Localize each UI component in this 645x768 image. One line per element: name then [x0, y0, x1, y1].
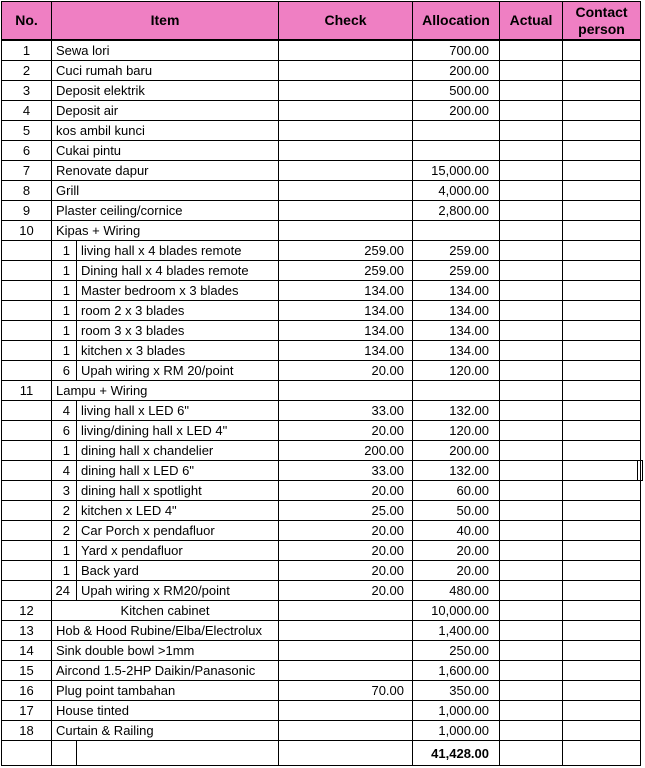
cell-contact-person[interactable] — [563, 561, 641, 581]
cell-actual[interactable] — [500, 201, 563, 221]
table-header — [2, 2, 641, 41]
cell-contact-person[interactable] — [563, 581, 641, 601]
cell-check[interactable]: 259.00 — [279, 261, 413, 281]
cell-check[interactable]: 20.00 — [279, 421, 413, 441]
cell-contact-person[interactable] — [563, 721, 641, 741]
cell-item[interactable]: Cuci rumah baru — [52, 61, 279, 81]
cell-item[interactable]: living hall x LED 6" — [77, 401, 279, 421]
cell-contact-person[interactable] — [563, 461, 641, 481]
cell-qty[interactable] — [52, 741, 77, 766]
sub-item-row — [2, 561, 641, 581]
cell-contact-person[interactable] — [563, 521, 641, 541]
cell-actual[interactable] — [500, 261, 563, 281]
item-row — [2, 40, 641, 61]
cell-check[interactable] — [279, 161, 413, 181]
cell-item[interactable]: Kipas + Wiring — [52, 221, 279, 241]
cell-no[interactable] — [2, 321, 52, 341]
cell-item[interactable]: Car Porch x pendafluor — [77, 521, 279, 541]
cell-contact-person[interactable] — [563, 401, 641, 421]
cell-contact-person[interactable] — [563, 701, 641, 721]
item-row — [2, 721, 641, 741]
cell-item[interactable]: living/dining hall x LED 4" — [77, 421, 279, 441]
cell-check[interactable]: 20.00 — [279, 521, 413, 541]
cell-contact-person[interactable] — [563, 301, 641, 321]
cell-qty[interactable]: 1 — [52, 541, 77, 561]
cell-actual[interactable] — [500, 221, 563, 241]
item-row — [2, 661, 641, 681]
cell-no[interactable] — [2, 401, 52, 421]
cell-actual[interactable] — [500, 561, 563, 581]
cell-contact-person[interactable] — [563, 741, 641, 766]
sub-item-row — [2, 321, 641, 341]
cell-no[interactable] — [2, 241, 52, 261]
cell-no[interactable]: 12 — [2, 601, 52, 621]
cell-item[interactable]: Sink double bowl >1mm — [52, 641, 279, 661]
sub-item-row — [2, 421, 641, 441]
cell-item[interactable]: room 3 x 3 blades — [77, 321, 279, 341]
cell-allocation[interactable]: 41,428.00 — [413, 741, 500, 766]
cell-contact-person[interactable] — [563, 481, 641, 501]
cell-check[interactable] — [279, 181, 413, 201]
cell-check[interactable] — [279, 201, 413, 221]
cell-item[interactable]: Renovate dapur — [52, 161, 279, 181]
cell-allocation[interactable]: 15,000.00 — [413, 161, 500, 181]
cell-item[interactable]: Cukai pintu — [52, 141, 279, 161]
cell-actual[interactable] — [500, 61, 563, 81]
cell-allocation[interactable]: 480.00 — [413, 581, 500, 601]
cell-actual[interactable] — [500, 641, 563, 661]
cell-contact-person[interactable] — [563, 201, 641, 221]
cell-check[interactable] — [279, 141, 413, 161]
cell-no[interactable] — [2, 361, 52, 381]
cell-actual[interactable] — [500, 341, 563, 361]
cell-actual[interactable] — [500, 661, 563, 681]
cell-check[interactable]: 33.00 — [279, 401, 413, 421]
cell-item[interactable]: Upah wiring x RM 20/point — [77, 361, 279, 381]
header-row — [2, 2, 641, 41]
cell-allocation[interactable]: 10,000.00 — [413, 601, 500, 621]
cell-qty[interactable]: 1 — [52, 441, 77, 461]
cell-check[interactable]: 134.00 — [279, 321, 413, 341]
cell-actual[interactable] — [500, 181, 563, 201]
cell-item[interactable]: Dining hall x 4 blades remote — [77, 261, 279, 281]
cell-no[interactable]: 14 — [2, 641, 52, 661]
cell-contact-person[interactable] — [563, 181, 641, 201]
cell-check[interactable] — [279, 381, 413, 401]
cell-actual[interactable] — [500, 401, 563, 421]
cell-actual[interactable] — [500, 721, 563, 741]
cell-no[interactable] — [2, 481, 52, 501]
cell-no[interactable]: 3 — [2, 81, 52, 101]
cell-allocation[interactable]: 20.00 — [413, 561, 500, 581]
sub-item-row — [2, 361, 641, 381]
cell-no[interactable]: 17 — [2, 701, 52, 721]
cell-no[interactable] — [2, 421, 52, 441]
cell-check[interactable]: 259.00 — [279, 241, 413, 261]
item-row — [2, 601, 641, 621]
cell-allocation[interactable]: 1,400.00 — [413, 621, 500, 641]
cell-check[interactable]: 20.00 — [279, 361, 413, 381]
cell-check[interactable] — [279, 101, 413, 121]
cell-actual[interactable] — [500, 241, 563, 261]
cell-check[interactable] — [279, 701, 413, 721]
budget-table-body — [2, 40, 641, 766]
cell-actual[interactable] — [500, 481, 563, 501]
cell-check[interactable]: 134.00 — [279, 281, 413, 301]
cell-allocation[interactable] — [413, 121, 500, 141]
sub-item-row — [2, 521, 641, 541]
cell-no[interactable] — [2, 581, 52, 601]
cell-contact-person[interactable] — [563, 121, 641, 141]
item-row — [2, 121, 641, 141]
cell-item[interactable]: kitchen x LED 4" — [77, 501, 279, 521]
item-row — [2, 141, 641, 161]
cell-contact-person[interactable] — [563, 221, 641, 241]
cell-allocation[interactable]: 1,000.00 — [413, 701, 500, 721]
cell-no[interactable]: 6 — [2, 141, 52, 161]
sub-item-row — [2, 481, 641, 501]
cell-qty[interactable]: 3 — [52, 481, 77, 501]
cell-contact-person[interactable] — [563, 421, 641, 441]
cell-contact-person[interactable] — [563, 101, 641, 121]
cell-allocation[interactable]: 40.00 — [413, 521, 500, 541]
cell-actual[interactable] — [500, 701, 563, 721]
cell-item[interactable]: Deposit air — [52, 101, 279, 121]
cell-allocation[interactable]: 500.00 — [413, 81, 500, 101]
cell-allocation[interactable]: 20.00 — [413, 541, 500, 561]
cell-allocation[interactable]: 134.00 — [413, 341, 500, 361]
cell-no[interactable] — [2, 561, 52, 581]
sub-item-row — [2, 501, 641, 521]
cell-check[interactable]: 20.00 — [279, 481, 413, 501]
cell-no[interactable]: 13 — [2, 621, 52, 641]
cell-qty[interactable]: 1 — [52, 241, 77, 261]
cell-contact-person[interactable] — [563, 281, 641, 301]
item-row — [2, 681, 641, 701]
cell-item[interactable] — [77, 741, 279, 766]
sub-item-row — [2, 401, 641, 421]
cell-check[interactable] — [279, 641, 413, 661]
cell-item[interactable]: Hob & Hood Rubine/Elba/Electrolux — [52, 621, 279, 641]
cell-contact-person[interactable] — [563, 601, 641, 621]
cell-allocation[interactable]: 250.00 — [413, 641, 500, 661]
cell-qty[interactable]: 24 — [52, 581, 77, 601]
item-row — [2, 101, 641, 121]
cell-check[interactable] — [279, 721, 413, 741]
cell-qty[interactable]: 1 — [52, 301, 77, 321]
cell-no[interactable] — [2, 341, 52, 361]
cell-qty[interactable]: 6 — [52, 361, 77, 381]
cell-check[interactable] — [279, 81, 413, 101]
cell-check[interactable]: 134.00 — [279, 341, 413, 361]
cell-no[interactable]: 1 — [2, 40, 52, 61]
cell-item[interactable]: Master bedroom x 3 blades — [77, 281, 279, 301]
cell-no[interactable]: 4 — [2, 101, 52, 121]
cell-check[interactable] — [279, 601, 413, 621]
cell-qty[interactable]: 2 — [52, 521, 77, 541]
cell-item[interactable]: Yard x pendafluor — [77, 541, 279, 561]
cell-item[interactable]: kos ambil kunci — [52, 121, 279, 141]
cell-no[interactable]: 9 — [2, 201, 52, 221]
cell-allocation[interactable]: 200.00 — [413, 101, 500, 121]
active-cell-border — [637, 460, 643, 481]
cell-allocation[interactable] — [413, 221, 500, 241]
cell-no[interactable] — [2, 741, 52, 766]
cell-actual[interactable] — [500, 361, 563, 381]
cell-check[interactable] — [279, 61, 413, 81]
cell-no[interactable]: 5 — [2, 121, 52, 141]
cell-qty[interactable]: 1 — [52, 341, 77, 361]
cell-item[interactable]: Upah wiring x RM20/point — [77, 581, 279, 601]
sub-item-row — [2, 261, 641, 281]
cell-contact-person[interactable] — [563, 241, 641, 261]
cell-no[interactable]: 18 — [2, 721, 52, 741]
cell-allocation[interactable]: 120.00 — [413, 421, 500, 441]
item-row — [2, 701, 641, 721]
cell-item[interactable]: Grill — [52, 181, 279, 201]
sub-item-row — [2, 281, 641, 301]
cell-allocation[interactable]: 4,000.00 — [413, 181, 500, 201]
item-row — [2, 641, 641, 661]
cell-no[interactable] — [2, 301, 52, 321]
cell-item[interactable]: room 2 x 3 blades — [77, 301, 279, 321]
cell-contact-person[interactable] — [563, 381, 641, 401]
cell-check[interactable] — [279, 40, 413, 61]
cell-qty[interactable]: 1 — [52, 261, 77, 281]
cell-item[interactable]: Back yard — [77, 561, 279, 581]
cell-check[interactable]: 25.00 — [279, 501, 413, 521]
cell-check[interactable]: 20.00 — [279, 541, 413, 561]
cell-item[interactable]: Curtain & Railing — [52, 721, 279, 741]
header-cell-item[interactable]: Item — [52, 2, 279, 41]
cell-contact-person[interactable] — [563, 61, 641, 81]
cell-check[interactable]: 20.00 — [279, 581, 413, 601]
cell-contact-person[interactable] — [563, 161, 641, 181]
cell-contact-person[interactable] — [563, 441, 641, 461]
cell-actual[interactable] — [500, 461, 563, 481]
cell-qty[interactable]: 2 — [52, 501, 77, 521]
header-cell-actual[interactable]: Actual — [500, 2, 563, 41]
cell-check[interactable]: 200.00 — [279, 441, 413, 461]
cell-no[interactable]: 10 — [2, 221, 52, 241]
cell-contact-person[interactable] — [563, 261, 641, 281]
cell-contact-person[interactable] — [563, 81, 641, 101]
cell-item[interactable]: living hall x 4 blades remote — [77, 241, 279, 261]
cell-check[interactable] — [279, 621, 413, 641]
cell-allocation[interactable]: 134.00 — [413, 321, 500, 341]
cell-no[interactable]: 2 — [2, 61, 52, 81]
cell-actual[interactable] — [500, 141, 563, 161]
cell-contact-person[interactable] — [563, 621, 641, 641]
cell-actual[interactable] — [500, 281, 563, 301]
cell-actual[interactable] — [500, 321, 563, 341]
cell-item[interactable]: dining hall x chandelier — [77, 441, 279, 461]
cell-no[interactable] — [2, 541, 52, 561]
cell-item[interactable]: House tinted — [52, 701, 279, 721]
cell-allocation[interactable]: 134.00 — [413, 281, 500, 301]
header-cell-contact-person[interactable]: Contact person — [563, 2, 641, 41]
cell-qty[interactable]: 4 — [52, 461, 77, 481]
cell-actual[interactable] — [500, 621, 563, 641]
cell-qty[interactable]: 4 — [52, 401, 77, 421]
cell-allocation[interactable]: 50.00 — [413, 501, 500, 521]
cell-allocation[interactable]: 120.00 — [413, 361, 500, 381]
header-cell-check[interactable]: Check — [279, 2, 413, 41]
cell-check[interactable] — [279, 221, 413, 241]
cell-item[interactable]: dining hall x LED 6" — [77, 461, 279, 481]
sub-item-row — [2, 341, 641, 361]
cell-actual[interactable] — [500, 40, 563, 61]
cell-qty[interactable]: 6 — [52, 421, 77, 441]
cell-no[interactable] — [2, 261, 52, 281]
cell-item[interactable]: Plug point tambahan — [52, 681, 279, 701]
cell-contact-person[interactable] — [563, 321, 641, 341]
budget-table — [1, 1, 641, 766]
cell-allocation[interactable]: 2,800.00 — [413, 201, 500, 221]
cell-item[interactable]: Plaster ceiling/cornice — [52, 201, 279, 221]
cell-item[interactable]: dining hall x spotlight — [77, 481, 279, 501]
sub-item-row — [2, 441, 641, 461]
cell-allocation[interactable]: 132.00 — [413, 461, 500, 481]
cell-contact-person[interactable] — [563, 541, 641, 561]
sub-item-row — [2, 241, 641, 261]
cell-check[interactable] — [279, 121, 413, 141]
cell-allocation[interactable]: 259.00 — [413, 261, 500, 281]
cell-qty[interactable]: 1 — [52, 321, 77, 341]
cell-item[interactable]: Lampu + Wiring — [52, 381, 279, 401]
cell-item[interactable]: Kitchen cabinet — [52, 601, 279, 621]
cell-item[interactable]: Sewa lori — [52, 40, 279, 61]
item-row — [2, 61, 641, 81]
cell-actual[interactable] — [500, 421, 563, 441]
cell-allocation[interactable] — [413, 381, 500, 401]
cell-check[interactable] — [279, 661, 413, 681]
cell-contact-person[interactable] — [563, 661, 641, 681]
cell-actual[interactable] — [500, 301, 563, 321]
cell-qty[interactable]: 1 — [52, 281, 77, 301]
cell-allocation[interactable]: 1,000.00 — [413, 721, 500, 741]
cell-actual[interactable] — [500, 601, 563, 621]
cell-qty[interactable]: 1 — [52, 561, 77, 581]
cell-actual[interactable] — [500, 81, 563, 101]
cell-check[interactable]: 20.00 — [279, 561, 413, 581]
item-row — [2, 381, 641, 401]
cell-contact-person[interactable] — [563, 681, 641, 701]
total-row — [2, 741, 641, 766]
cell-allocation[interactable]: 700.00 — [413, 40, 500, 61]
header-cell-allocation[interactable]: Allocation — [413, 2, 500, 41]
cell-actual[interactable] — [500, 381, 563, 401]
cell-actual[interactable] — [500, 541, 563, 561]
cell-allocation[interactable] — [413, 141, 500, 161]
cell-no[interactable]: 7 — [2, 161, 52, 181]
cell-actual[interactable] — [500, 161, 563, 181]
cell-no[interactable] — [2, 521, 52, 541]
cell-no[interactable] — [2, 441, 52, 461]
cell-no[interactable]: 8 — [2, 181, 52, 201]
cell-item[interactable]: kitchen x 3 blades — [77, 341, 279, 361]
cell-item[interactable]: Deposit elektrik — [52, 81, 279, 101]
cell-no[interactable]: 15 — [2, 661, 52, 681]
item-row — [2, 201, 641, 221]
item-row — [2, 161, 641, 181]
cell-actual[interactable] — [500, 101, 563, 121]
cell-no[interactable]: 16 — [2, 681, 52, 701]
sub-item-row — [2, 301, 641, 321]
cell-no[interactable] — [2, 501, 52, 521]
cell-allocation[interactable]: 132.00 — [413, 401, 500, 421]
cell-contact-person[interactable] — [563, 40, 641, 61]
sub-item-row — [2, 541, 641, 561]
cell-actual[interactable] — [500, 741, 563, 766]
cell-no[interactable]: 11 — [2, 381, 52, 401]
cell-contact-person[interactable] — [563, 341, 641, 361]
cell-allocation[interactable]: 350.00 — [413, 681, 500, 701]
cell-allocation[interactable]: 134.00 — [413, 301, 500, 321]
cell-actual[interactable] — [500, 121, 563, 141]
cell-check[interactable]: 33.00 — [279, 461, 413, 481]
cell-contact-person[interactable] — [563, 641, 641, 661]
cell-allocation[interactable]: 1,600.00 — [413, 661, 500, 681]
item-row — [2, 181, 641, 201]
cell-check[interactable] — [279, 741, 413, 766]
cell-check[interactable]: 70.00 — [279, 681, 413, 701]
cell-allocation[interactable]: 259.00 — [413, 241, 500, 261]
cell-no[interactable] — [2, 281, 52, 301]
cell-actual[interactable] — [500, 581, 563, 601]
cell-no[interactable] — [2, 461, 52, 481]
cell-allocation[interactable]: 200.00 — [413, 61, 500, 81]
item-row — [2, 221, 641, 241]
cell-allocation[interactable]: 60.00 — [413, 481, 500, 501]
sub-item-row — [2, 581, 641, 601]
cell-contact-person[interactable] — [563, 501, 641, 521]
cell-contact-person[interactable] — [563, 361, 641, 381]
sub-item-row — [2, 461, 641, 481]
item-row — [2, 81, 641, 101]
cell-check[interactable]: 134.00 — [279, 301, 413, 321]
item-row — [2, 621, 641, 641]
cell-contact-person[interactable] — [563, 141, 641, 161]
cell-actual[interactable] — [500, 681, 563, 701]
cell-allocation[interactable]: 200.00 — [413, 441, 500, 461]
cell-actual[interactable] — [500, 501, 563, 521]
cell-item[interactable]: Aircond 1.5-2HP Daikin/Panasonic — [52, 661, 279, 681]
cell-actual[interactable] — [500, 521, 563, 541]
cell-actual[interactable] — [500, 441, 563, 461]
header-cell-no[interactable]: No. — [2, 2, 52, 41]
